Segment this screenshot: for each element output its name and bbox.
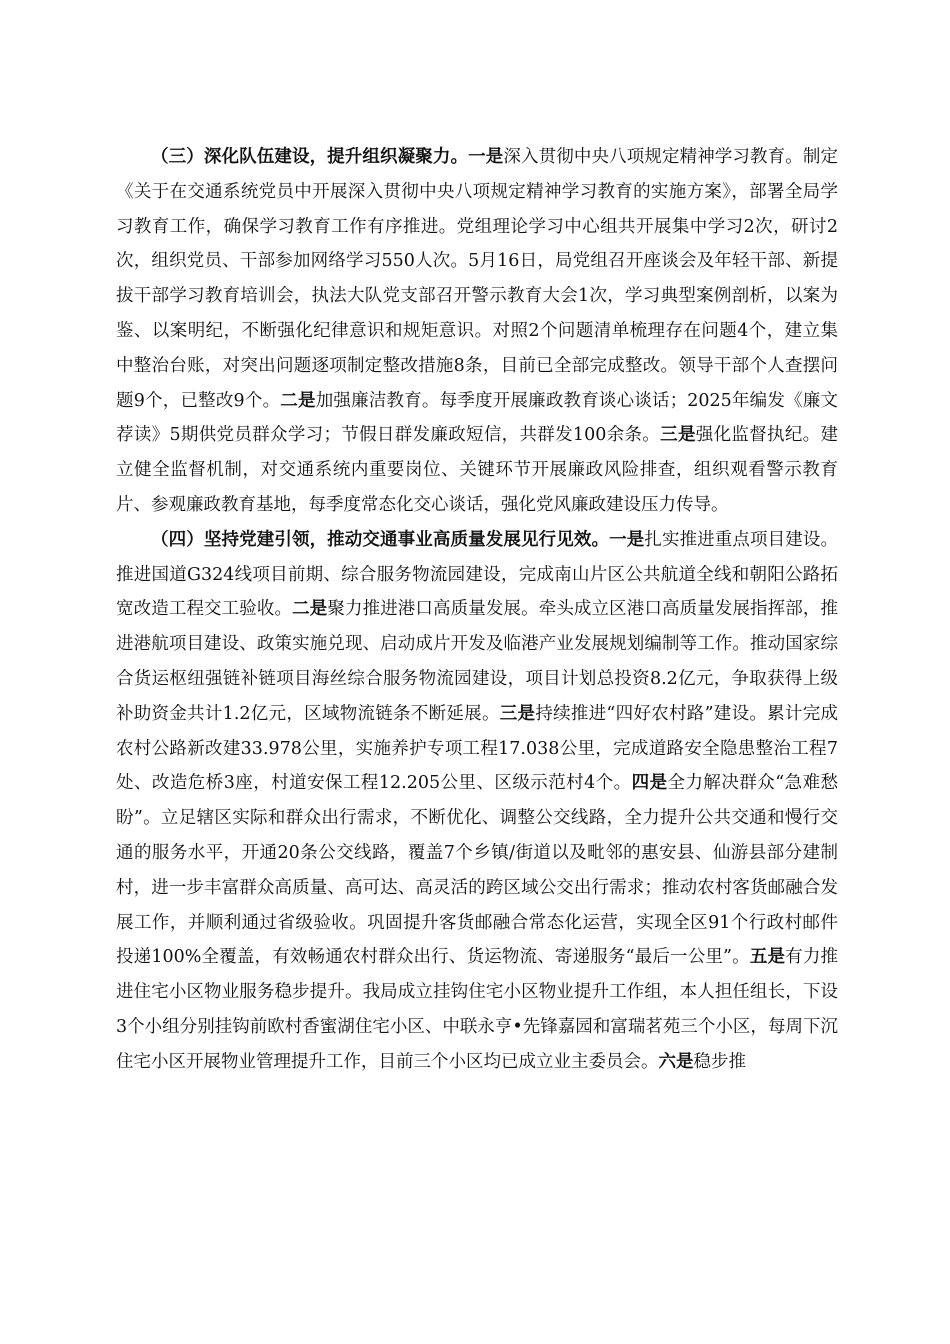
point-6-text: 稳步推 bbox=[693, 1051, 746, 1072]
document-body bbox=[116, 140, 838, 1080]
point-2-text: 聚力推进港口高质量发展。牵头成立区港口高质量发展指挥部，推进港航项目建设、政策实施兑现、启动成片开发及临港产业发展规划编制等工作。推动国家综合货运枢纽强链补链项目海丝综合服务物流园建设，项目计划总投资8.2亿元，争取获得上级补助资金共计1.2亿元，区域物流链条不断延展。 bbox=[116, 599, 839, 724]
point-2-text: 加强廉洁教育。每季度开展廉政教育谈心谈话；2025年编发《廉文荐读》5期供党员群众学习；节假日群发廉政短信，共群发100余条。 bbox=[116, 390, 838, 446]
section-3-heading: （三）深化队伍建设，提升组织凝聚力。 bbox=[151, 147, 469, 167]
point-4-text: 全力解决群众“急难愁盼”。立足辖区实际和群众出行需求，不断优化、调整公交线路，全力提升公共交通和慢行交通的服务水平，开通20条公交线路，覆盖7个乡镇/街道以及毗邻的惠安县、仙游县部分建制村，进一步丰富群众高质量、高可达、高灵活的跨区域公交出行需求；推动农村客货邮融合发展工作，并顺利通过省级验收。巩固提升客货邮融合常态化运营，实现全区91个行政村邮件投递100%全覆盖，有效畅通农村群众出行、货运物流、寄递服务“最后一公里”。 bbox=[116, 773, 839, 968]
point-1-text: 扎实推进重点项目建设。推进国道G324线项目前期、综合服务物流园建设，完成南山片区公共航道全线和朝阳公路拓宽改造工程交工验收。 bbox=[116, 529, 839, 620]
point-2-label: 二是 bbox=[292, 599, 328, 620]
paragraph-section-4 bbox=[116, 523, 838, 1080]
point-5-label: 五是 bbox=[749, 947, 786, 968]
point-4-label: 四是 bbox=[631, 773, 668, 794]
point-5-text: 有力推进住宅小区物业服务稳步提升。我局成立挂钩住宅小区物业提升工作组，本人担任组长，下设3个小组分别挂钩前欧村香蜜湖住宅小区、中联永亨•先锋嘉园和富瑞茗苑三个小区，每周下沉住宅小区开展物业管理提升工作，目前三个小区均已成立业主委员会。 bbox=[116, 947, 839, 1072]
point-3-label: 三是 bbox=[499, 703, 536, 724]
point-1-text: 深入贯彻中央八项规定精神学习教育。制定《关于在交通系统党员中开展深入贯彻中央八项规定精神学习教育的实施方案》，部署全局学习教育工作，确保学习教育工作有序推进。党组理论学习中心组共开展集中学习2次，研讨2次，组织党员、干部参加网络学习550人次。5月16日，局党组召开座谈会及年轻干部、新提拔干部学习教育培训会，执法大队党支部召开警示教育大会1次，学习典型案例剖析，以案为鉴、以案明纪，不断强化纪律意识和规矩意识。对照2个问题清单梳理存在问题4个，建立集中整治台账，对突出问题逐项制定整改措施8条，目前已全部完成整改。领导干部个人查摆问题9个，已整改9个。 bbox=[116, 147, 839, 411]
point-3-text: 强化监督执纪。建立健全监督机制，对交通系统内重要岗位、关键环节开展廉政风险排查，组织观看警示教育片、参观廉政教育基地，每季度常态化交心谈话，强化党风廉政建设压力传导。 bbox=[116, 425, 839, 515]
point-3-text: 持续推进“四好农村路”建设。累计完成农村公路新改建33.978公里，实施养护专项工程17.038公里，完成道路安全隐患整治工程7处、改造危桥3座，村道安保工程12.205公里、区级示范村4个。 bbox=[116, 703, 838, 794]
section-4-heading: （四）坚持党建引领，推动交通事业高质量发展见行见效。 bbox=[151, 529, 610, 550]
point-6-label: 六是 bbox=[658, 1051, 694, 1072]
point-2-label: 二是 bbox=[280, 390, 316, 411]
point-1-label: 一是 bbox=[609, 529, 645, 550]
paragraph-section-3 bbox=[116, 140, 838, 523]
point-3-label: 三是 bbox=[660, 425, 696, 446]
point-1-label: 一是 bbox=[468, 147, 504, 167]
